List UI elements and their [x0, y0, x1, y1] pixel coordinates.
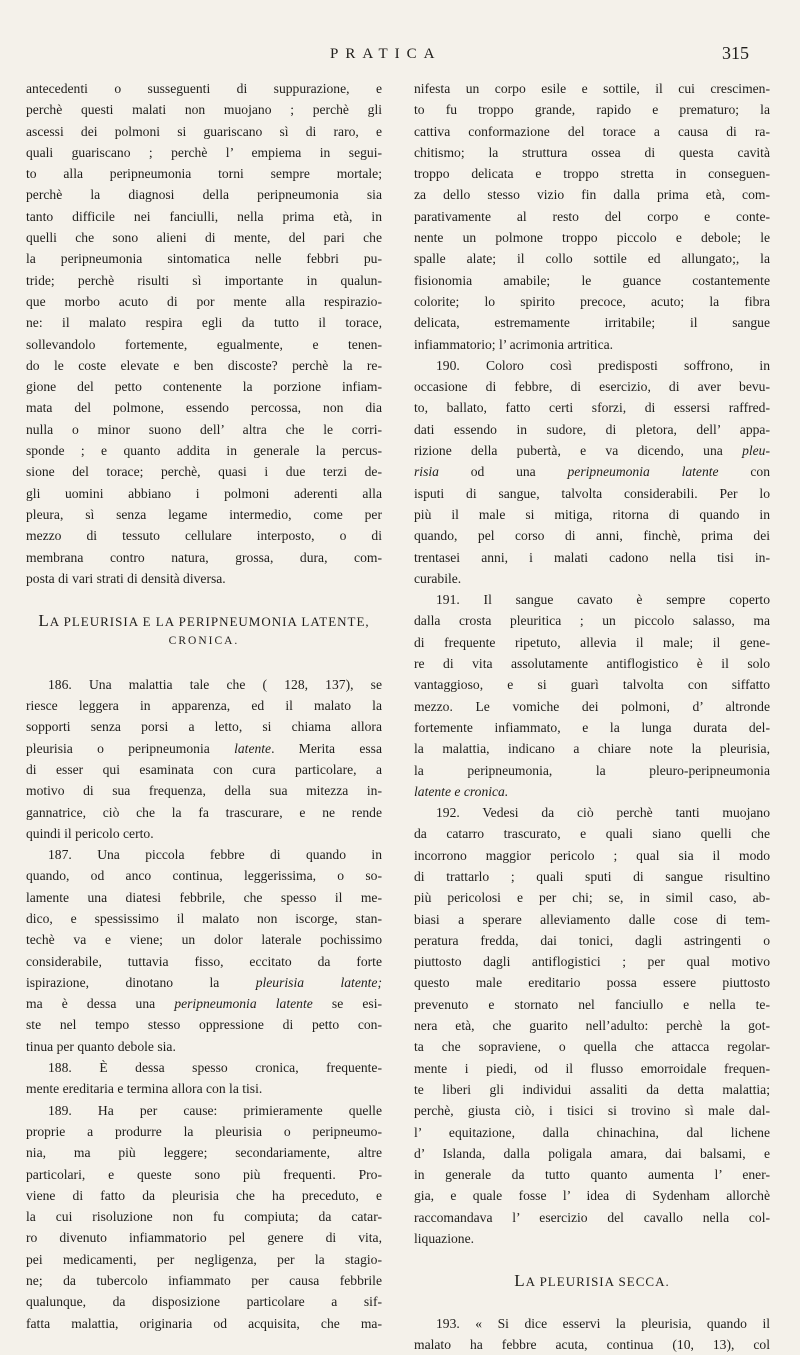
text-line: infiammatorio; l’ acrimonia artritica. [414, 336, 614, 352]
text-line: particolari, e queste sono più frequenti. Pro- [26, 1166, 382, 1182]
text-run: se esi- [312, 996, 382, 1012]
text-line: ta che sopraviene, o quella che attacca regolar- [414, 1039, 770, 1055]
text-line: nifesta un corpo esile e sottile, il cui crescimen- [414, 81, 770, 96]
text-line: 193. « Si dice esservi la pleurisia, quando il [436, 1315, 770, 1331]
text-line: riesce leggera in apparenza, ed il malato la [26, 698, 382, 714]
italic-term: pleurisia latente; [255, 974, 382, 990]
text-line: fatta malattia, originaria od acquisita, che ma- [26, 1315, 382, 1331]
text-line: fisionomia amabile; le guance costantemente [414, 272, 770, 288]
text-run: ma è dessa una [26, 996, 175, 1012]
text-line: occasione di febbre, di esercizio, di aver bevu- [414, 379, 770, 395]
text-line: dalla crosta pleuritica ; un piccolo salasso, ma [414, 613, 770, 629]
text-run: ispirazione, dinotano la [26, 974, 256, 990]
text-line [414, 440, 770, 461]
text-line: nia, ma più leggere; secondariamente, altre [26, 1145, 382, 1161]
section-subheading: CRONICA. [168, 635, 240, 648]
text-line: quelli che sono alieni di mente, del pari che [26, 230, 382, 246]
text-line: mezzo di tessuto cellulare interposto, o di [26, 528, 382, 544]
text-line: dico, e spessissimo il malato non iscorge, stan- [26, 910, 382, 926]
text-line: peratura fredda, dai tonici, dagli astringenti o [414, 932, 770, 948]
text-line: cattiva conformazione del torace a causa di ra- [414, 123, 770, 139]
text-line: tride; perchè risulti sì importante in qualun- [26, 272, 382, 288]
text-line: ne; da tubercolo infiammato per causa febbrile [26, 1273, 382, 1289]
text-line: sione del torace; perchè, quasi i due terzi de- [26, 464, 382, 480]
text-line [26, 738, 382, 759]
left-column [26, 78, 382, 1334]
text-run: pleurisia o peripneumonia [26, 740, 235, 756]
text-line: la peripneumonia, la pleuro-peripneumonia [414, 762, 770, 778]
text-line: 188. È dessa spesso cronica, frequente- [48, 1060, 382, 1076]
text-line [414, 781, 770, 802]
paragraph-192 [414, 802, 770, 1249]
text-line: ste nel tempo stesso oppressione di petto con- [26, 1017, 382, 1033]
text-line: viene di fatto da pleurisia che ha preceduto, e [26, 1187, 382, 1203]
heading-initial: L [514, 1271, 526, 1291]
text-line: ne: il malato respira egli da tutto il torace, [26, 315, 382, 331]
paragraph-191 [414, 589, 770, 802]
text-line: curabile. [414, 570, 462, 586]
text-line: questo male ereditario possa essere piuttosto [414, 975, 770, 991]
text-run: con [718, 464, 770, 480]
text-line: 189. Ha per cause: primieramente quelle [48, 1102, 382, 1118]
text-line: liquazione. [414, 1231, 475, 1247]
text-line: la cui risoluzione non fu compiuta; da catar- [26, 1209, 382, 1225]
text-line: sponde ; e quanto addita in generale la percus- [26, 443, 382, 459]
text-line: nulla o minor suono dell’ altra che le corri- [26, 421, 382, 437]
section-heading [414, 1270, 770, 1291]
text-line: ascessi dei polmoni si guariscano sì di raro, e [26, 123, 382, 139]
text-line: proprie a produrre la pleurisia o peripneumo- [26, 1123, 382, 1139]
running-title: PRATICA [330, 46, 442, 62]
text-line: mata del polmone, essendo percossa, non dia [26, 400, 382, 416]
text-line: di esser qui esaminata con cura particolare, a [26, 761, 382, 777]
text-line: biasi a sperare alleviamento dalle cose di tem- [414, 911, 770, 927]
paragraph-188 [26, 1057, 382, 1100]
paragraph-189-continued [414, 78, 770, 355]
text-line: nente un polmone troppo piccolo e debole; le [414, 230, 770, 246]
text-line: quando, pel corso di anni, finchè, prima dei [414, 528, 770, 544]
text-line: te liberi gli individui assaliti da detta malattia; [414, 1081, 770, 1097]
text-line: to alla peripneumonia torni sempre mortale; [26, 166, 382, 182]
text-line: motivo di sua frequenza, della sua mitezza in- [26, 783, 382, 799]
text-line: techè va e viene; un dolor laterale pochissimo [26, 932, 382, 948]
italic-term: latente [234, 740, 272, 756]
text-line: ro divenuto infiammatorio pel genere di vita, [26, 1230, 382, 1246]
text-line: dati essendo in sudore, di pletora, dell’ appa- [414, 421, 770, 437]
text-line: da catarro trascurato, e quali siano quelli che [414, 826, 770, 842]
text-line: 187. Una piccola febbre di quando in [48, 847, 382, 863]
text-line [26, 972, 382, 993]
text-line: posta di vari strati di densità diversa. [26, 570, 226, 586]
text-line: parativamente al resto del corpo e conte- [414, 208, 770, 224]
italic-term: peripneumonia latente [567, 464, 719, 480]
italic-term: latente e cronica. [414, 783, 509, 799]
text-line: troppo delicata e troppo stretta in conseguen- [414, 166, 770, 182]
text-line: qualunque, da disposizione particolare a sif- [26, 1294, 382, 1310]
paragraph-187 [26, 844, 382, 1057]
text-line: perchè la diagnosi della peripneumonia sia [26, 187, 382, 203]
text-line: perchè questi malati non muojano ; perchè gli [26, 102, 382, 118]
right-column [414, 78, 770, 1355]
text-line: sollevandolo fortemente, egualmente, e tenen- [26, 336, 382, 352]
text-line: 186. Una malattia tale che ( 128, 137), se [48, 676, 382, 692]
heading-text: A PLEURISIA SECCA. [525, 1274, 670, 1290]
text-line: più il male si mitiga, ritorna di quando in [414, 506, 770, 522]
text-line: più pericolosi e per chi; se, in simil caso, ab- [414, 890, 770, 906]
text-line: colorite; lo spirito precoce, acuto; la fibra [414, 293, 770, 309]
text-line: mente i piedi, od il flusso emorroidale frequen- [414, 1060, 770, 1076]
text-line: 191. Il sangue cavato è sempre coperto [436, 592, 770, 608]
text-line: malato ha febbre acuta, continua (10, 13), col [414, 1336, 770, 1352]
text-line: pei medicamenti, per negligenza, per la stagio- [26, 1251, 382, 1267]
text-line: quando, od anco continua, leggerissima, o so- [26, 868, 382, 884]
paragraph-continued [26, 78, 382, 589]
text-line: tanto difficile nei fanciulli, nella prima età, in [26, 208, 382, 224]
italic-term: risia [414, 464, 439, 480]
text-line: in generale da tutto quanto aumenta l’ ener- [414, 1167, 770, 1183]
paragraph-189 [26, 1100, 382, 1334]
text-line: za dello stesso vizio fin dalla prima età, com- [414, 187, 770, 203]
text-line: nera età, che guarito nell’adulto: perchè la got- [414, 1018, 770, 1034]
text-line: considerabile, tuttavia fisso, eccitato da forte [26, 953, 382, 969]
italic-term: peripneumonia latente [174, 996, 313, 1012]
text-line: to fu troppo grande, rapido e prematuro; la [414, 102, 770, 118]
text-line: pleura, sì senza legame intermedio, come per [26, 506, 382, 522]
text-line: incorrono maggior pericolo ; qual sia il modo [414, 847, 770, 863]
paragraph-186 [26, 674, 382, 844]
text-run: od una [438, 464, 568, 480]
text-line: fortemente infiammato, e la lunga durata del- [414, 719, 770, 735]
text-line: gia, e quale fosse l’ idea di Sydenham allorchè [414, 1188, 770, 1204]
text-line: membrana contro natura, grossa, dura, com- [26, 549, 382, 565]
paragraph-190 [414, 355, 770, 589]
text-line: la malattia, indicano a chiare note la pleurisia, [414, 741, 770, 757]
text-line: chitismo; la struttura ossea di questa cavità [414, 144, 770, 160]
text-line: to, ballato, fatto certi sforzi, di essersi raffred- [414, 400, 770, 416]
text-line: d’ Islanda, dalla poligala amara, dai balsami, e [414, 1145, 770, 1161]
text-line: quali guariscano ; perchè l’ empiema in segui- [26, 144, 382, 160]
page-number: 315 [722, 43, 749, 63]
text-line: l’ equitazione, dalla chinachina, dal lichene [414, 1124, 770, 1140]
text-line: piuttosto dagli antiflogistici ; per qual motivo [414, 954, 770, 970]
text-line [26, 993, 382, 1014]
text-line: la peripneumonia sintomatica nelle febbri pu- [26, 251, 382, 267]
page-header [0, 38, 800, 68]
text-line: perchè, giusta ciò, i tisici si trovino sì male dal- [414, 1103, 770, 1119]
text-line: gione del petto contenente la porzione infiam- [26, 379, 382, 395]
text-line: mezzo. Le vomiche dei polmoni, d’ altronde [414, 698, 770, 714]
text-line: vantaggioso, e si guarì talvolta con siffatto [414, 677, 770, 693]
text-run: rizione della pubertà, e va dicendo, una [414, 443, 743, 459]
text-line: antecedenti o susseguenti di suppurazione, e [26, 81, 382, 96]
paragraph-193 [414, 1313, 770, 1355]
text-line: quindi il pericolo certo. [26, 825, 154, 841]
heading-text: A PLEURISIA E LA PERIPNEUMONIA LATENTE, [49, 614, 370, 630]
text-line: spalle alate; il collo sottile ed allungato;, la [414, 251, 770, 267]
text-line: isputi di sangue, talvolta considerabili. Per lo [414, 485, 770, 501]
text-line: que morbo acuto di por mente alla respirazio- [26, 293, 382, 309]
text-line [414, 461, 770, 482]
text-line: di frequente ripetuto, allevia il male; il gene- [414, 634, 770, 650]
text-line: trentasei anni, i malati cadono nella tisi in- [414, 549, 770, 565]
text-line: lamente una diatesi febbrile, che spesso il me- [26, 889, 382, 905]
text-line: tinua per quanto debole sia. [26, 1038, 176, 1054]
text-run: . Merita essa [271, 740, 382, 756]
section-heading [26, 610, 382, 631]
text-line: di trattarlo ; quali sputi di sangue risultino [414, 868, 770, 884]
italic-term: pleu- [742, 443, 770, 459]
text-line: gli uomini abbiano i polmoni aderenti alla [26, 485, 382, 501]
text-line: mente ereditaria e termina allora con la tisi. [26, 1081, 263, 1097]
text-line: prevenuto e stornato nel fanciullo e nella te- [414, 996, 770, 1012]
heading-initial: L [38, 611, 50, 631]
text-line: re di vita assolutamente antiflogistico è il solo [414, 656, 770, 672]
text-line: 192. Vedesi da ciò perchè tanti muojano [436, 805, 770, 821]
text-line: raccomandava l’ esercizio del cavallo nella col- [414, 1209, 770, 1225]
text-line: sopporti senza porsi a letto, si chiama allora [26, 719, 382, 735]
text-line: gannatrice, ciò che la fa trascurare, e ne rende [26, 804, 382, 820]
text-line: delicata, estremamente irritabile; il sangue [414, 315, 770, 331]
text-line: 190. Coloro così predisposti soffrono, in [436, 357, 770, 373]
text-line: do le coste elevate e ben discoste? perchè la re- [26, 357, 382, 373]
